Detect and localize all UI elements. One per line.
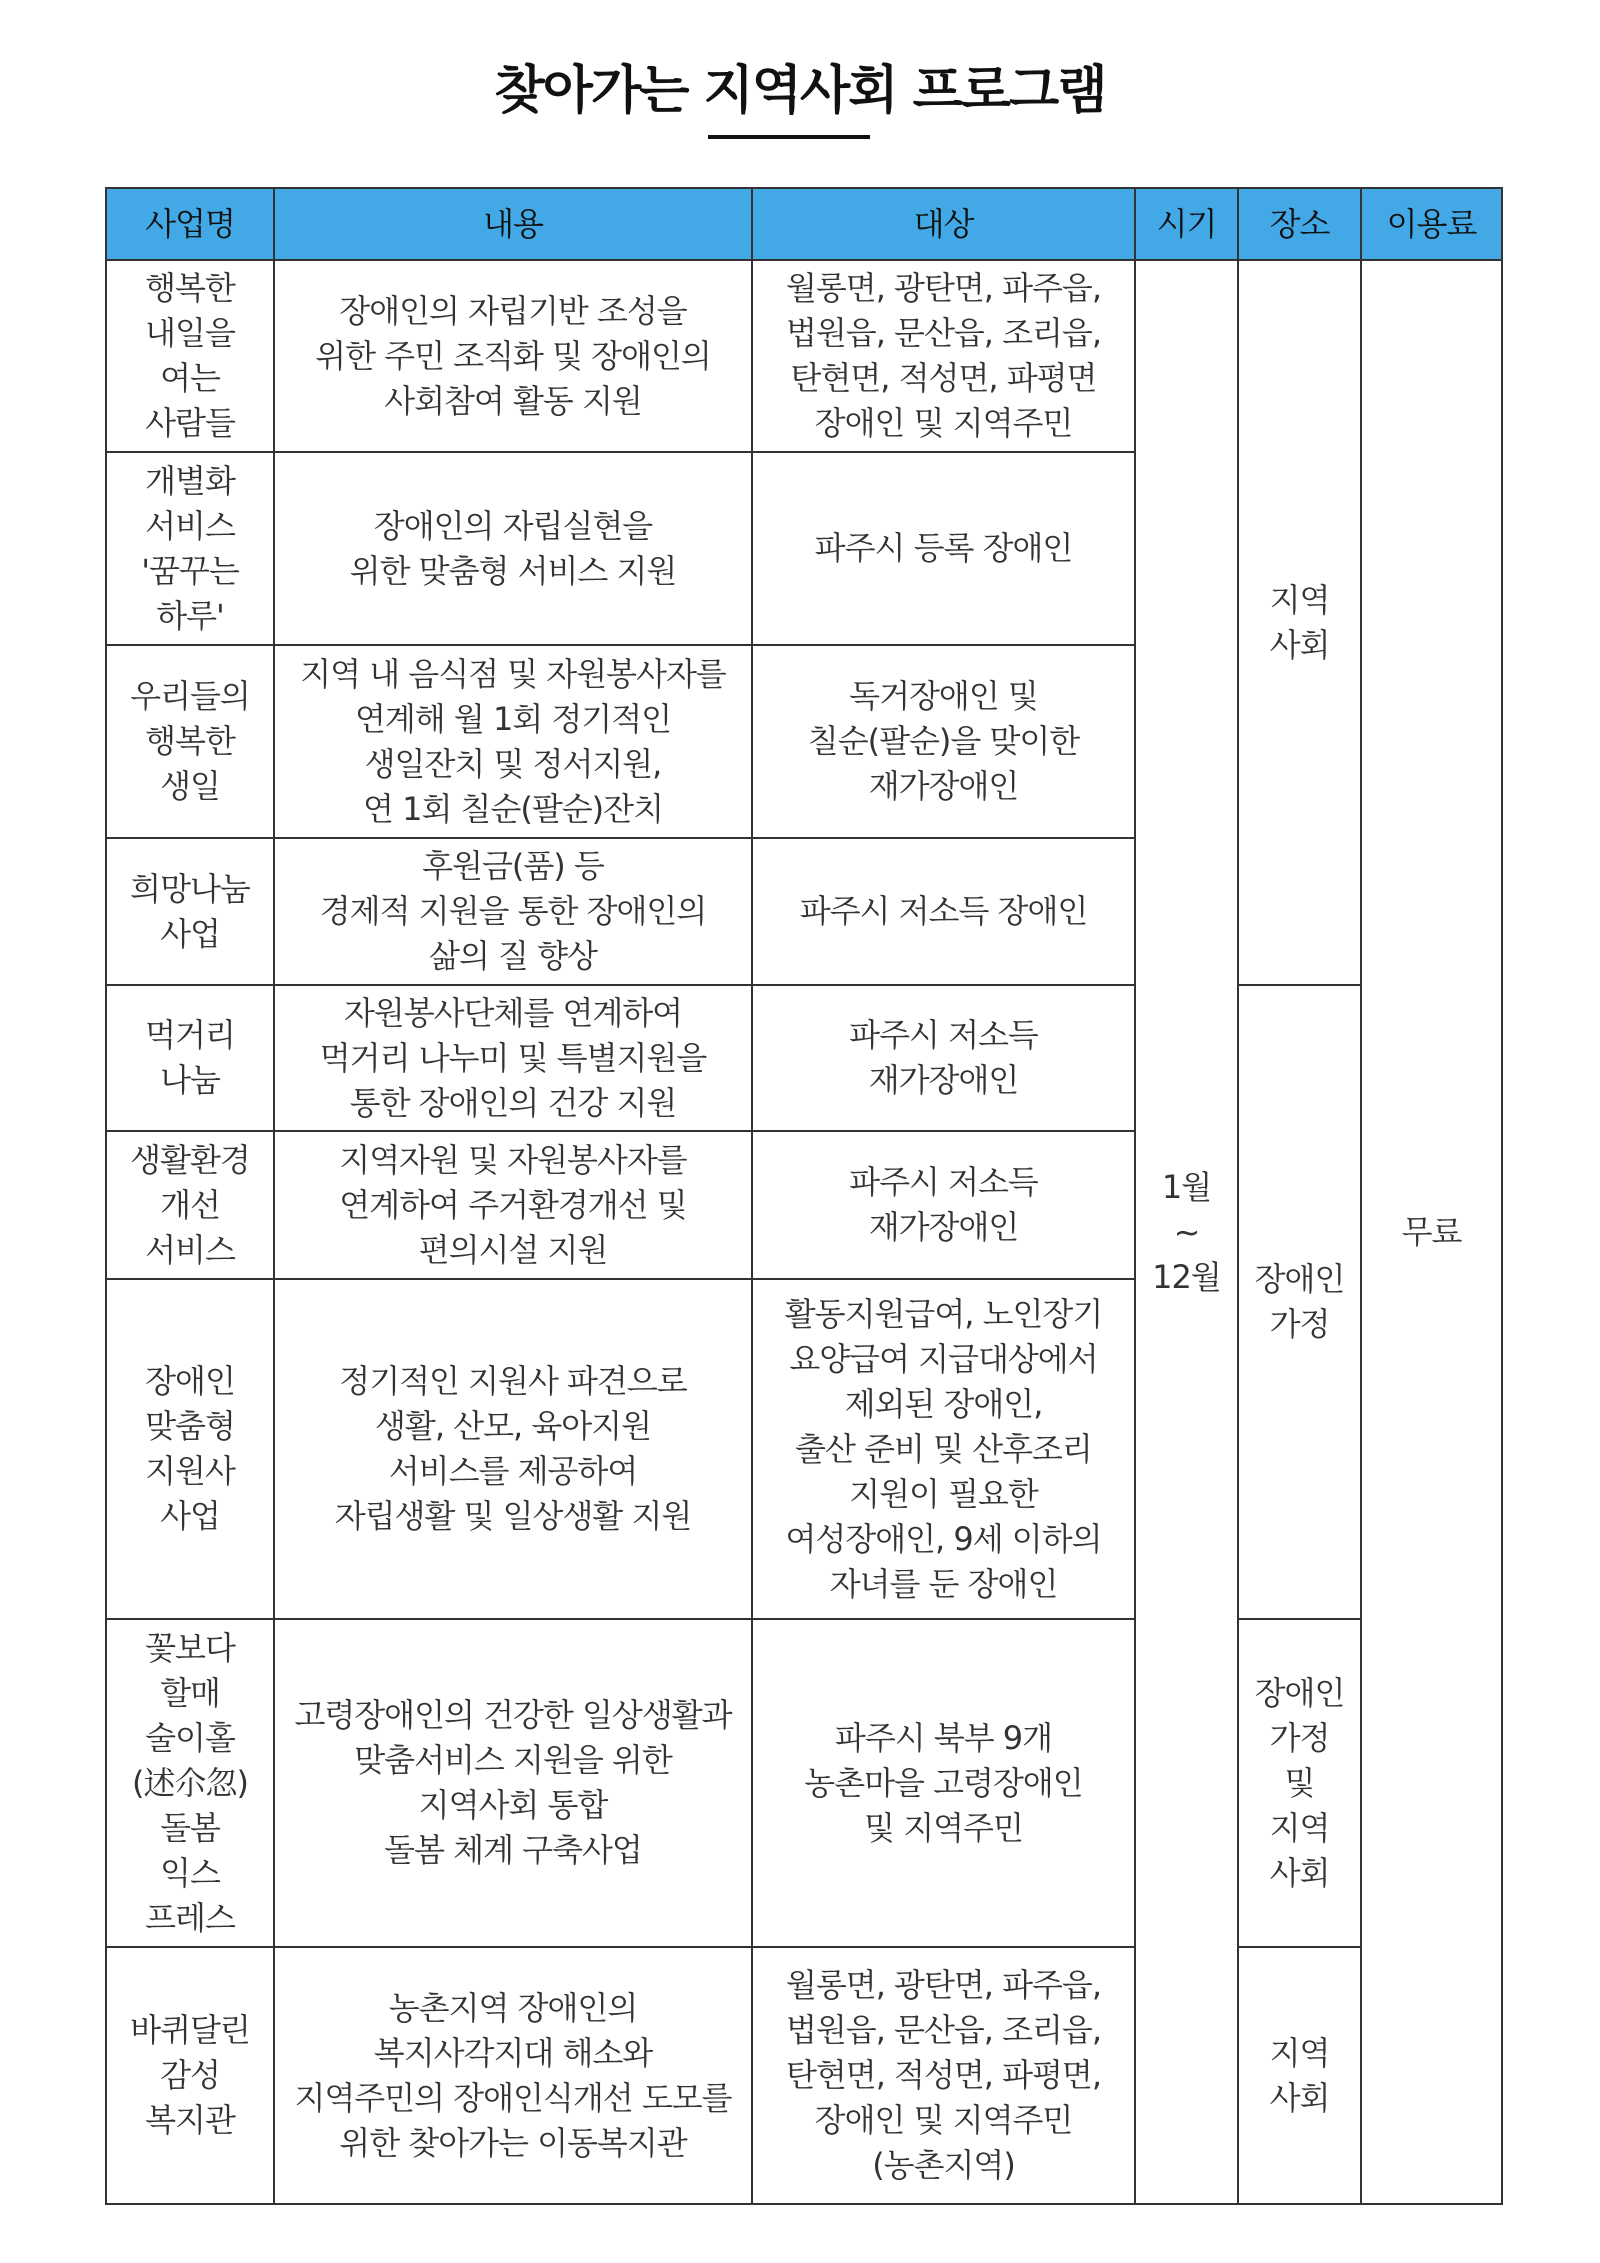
program-name: 행복한 내일을 여는 사람들 xyxy=(106,260,274,452)
program-content: 농촌지역 장애인의 복지사각지대 해소와 지역주민의 장애인식개선 도모를 위한 찾아가는 이동복지관 xyxy=(274,1947,752,2204)
program-content: 후원금(품) 등 경제적 지원을 통한 장애인의 삶의 질 향상 xyxy=(274,838,752,985)
program-content: 지역자원 및 자원봉사자를 연계하여 주거환경개선 및 편의시설 지원 xyxy=(274,1131,752,1279)
table-row xyxy=(106,985,1502,1131)
title-underline xyxy=(708,135,870,139)
program-name: 우리들의 행복한 생일 xyxy=(106,645,274,838)
program-period: 1월 ~ 12월 xyxy=(1135,260,1238,2204)
program-place: 지역 사회 xyxy=(1238,260,1361,985)
program-place: 장애인 가정 xyxy=(1238,985,1361,1619)
program-name: 개별화 서비스 '꿈꾸는 하루' xyxy=(106,452,274,645)
program-name: 장애인 맞춤형 지원사 사업 xyxy=(106,1279,274,1619)
program-target: 독거장애인 및 칠순(팔순)을 맞이한 재가장애인 xyxy=(752,645,1135,838)
program-name: 희망나눔 사업 xyxy=(106,838,274,985)
program-content: 정기적인 지원사 파견으로 생활, 산모, 육아지원 서비스를 제공하여 자립생활 및 일상생활 지원 xyxy=(274,1279,752,1619)
header-target: 대상 xyxy=(752,188,1135,260)
program-target: 월롱면, 광탄면, 파주읍, 법원읍, 문산읍, 조리읍, 탄현면, 적성면, 파평면, 장애인 및 지역주민 (농촌지역) xyxy=(752,1947,1135,2204)
header-fee: 이용료 xyxy=(1361,188,1502,260)
header-content: 내용 xyxy=(274,188,752,260)
program-name: 꽃보다 할매 술이홀 (述尒忽) 돌봄 익스 프레스 xyxy=(106,1619,274,1947)
program-target: 파주시 저소득 장애인 xyxy=(752,838,1135,985)
page-title: 찾아가는 지역사회 프로그램 xyxy=(494,61,1106,121)
program-name: 먹거리 나눔 xyxy=(106,985,274,1131)
program-target: 파주시 등록 장애인 xyxy=(752,452,1135,645)
program-content: 자원봉사단체를 연계하여 먹거리 나누미 및 특별지원을 통한 장애인의 건강 지원 xyxy=(274,985,752,1131)
program-table xyxy=(105,187,1503,2205)
program-place: 장애인 가정 및 지역 사회 xyxy=(1238,1619,1361,1947)
table-row xyxy=(106,260,1502,452)
header-period: 시기 xyxy=(1135,188,1238,260)
program-content: 장애인의 자립기반 조성을 위한 주민 조직화 및 장애인의 사회참여 활동 지원 xyxy=(274,260,752,452)
table-row xyxy=(106,1619,1502,1947)
program-name: 바퀴달린 감성 복지관 xyxy=(106,1947,274,2204)
program-content: 고령장애인의 건강한 일상생활과 맞춤서비스 지원을 위한 지역사회 통합 돌봄 체계 구축사업 xyxy=(274,1619,752,1947)
program-fee: 무료 xyxy=(1361,260,1502,2204)
header-name: 사업명 xyxy=(106,188,274,260)
program-target: 파주시 북부 9개 농촌마을 고령장애인 및 지역주민 xyxy=(752,1619,1135,1947)
program-target: 월롱면, 광탄면, 파주읍, 법원읍, 문산읍, 조리읍, 탄현면, 적성면, 파평면 장애인 및 지역주민 xyxy=(752,260,1135,452)
program-target: 파주시 저소득 재가장애인 xyxy=(752,985,1135,1131)
table-row xyxy=(106,1947,1502,2204)
program-name: 생활환경 개선 서비스 xyxy=(106,1131,274,1279)
program-target: 활동지원급여, 노인장기 요양급여 지급대상에서 제외된 장애인, 출산 준비 및 산후조리 지원이 필요한 여성장애인, 9세 이하의 자녀를 둔 장애인 xyxy=(752,1279,1135,1619)
header-row xyxy=(106,188,1502,260)
program-content: 지역 내 음식점 및 자원봉사자를 연계해 월 1회 정기적인 생일잔치 및 정서지원, 연 1회 칠순(팔순)잔치 xyxy=(274,645,752,838)
program-place: 지역 사회 xyxy=(1238,1947,1361,2204)
header-place: 장소 xyxy=(1238,188,1361,260)
program-target: 파주시 저소득 재가장애인 xyxy=(752,1131,1135,1279)
program-content: 장애인의 자립실현을 위한 맞춤형 서비스 지원 xyxy=(274,452,752,645)
